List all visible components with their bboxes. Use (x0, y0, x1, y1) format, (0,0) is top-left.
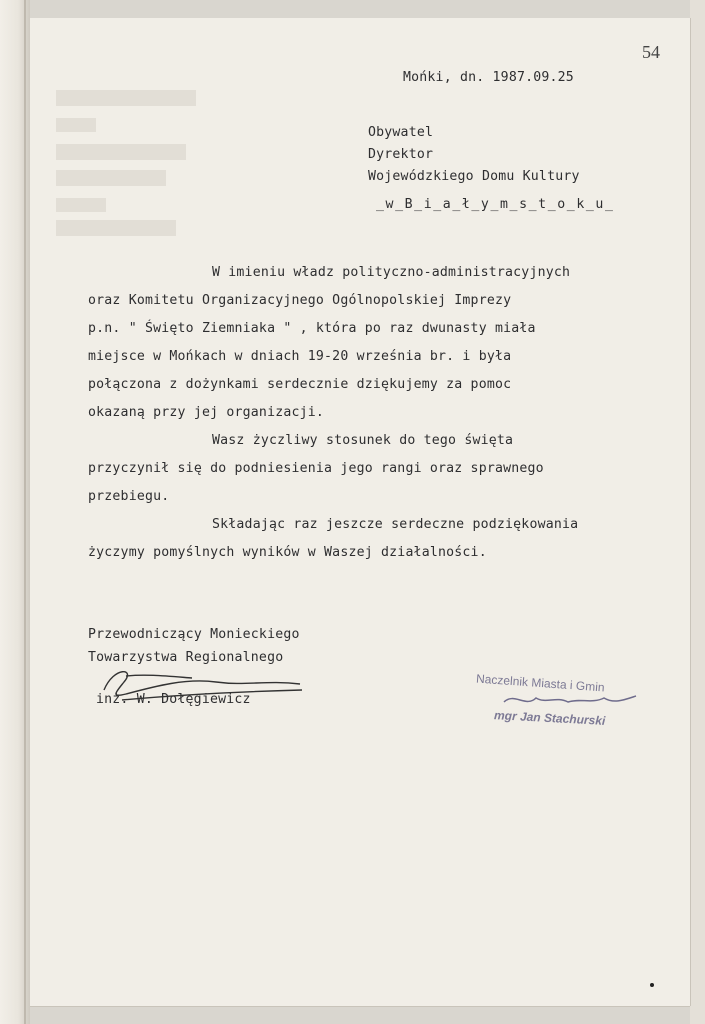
body-line-10: Składając raz jeszcze serdeczne podziękowania (212, 517, 579, 532)
body-line-11: życzymy pomyślnych wyników w Waszej działalności. (88, 545, 487, 560)
page-fold (24, 0, 26, 1024)
letterhead-show-through (56, 88, 256, 244)
show-through-marks (56, 88, 206, 238)
body-line-3: p.n. " Święto Ziemniaka " , która po raz dwunasty miała (88, 321, 536, 336)
stamp-office-line: Naczelnik Miasta i Gmin (475, 671, 606, 695)
ink-dot (650, 983, 654, 987)
body-line-1: W imieniu władz polityczno-administracyjnych (212, 265, 571, 280)
addressee-line-2: Dyrektor (368, 147, 434, 162)
body-line-7: Wasz życzliwy stosunek do tego święta (212, 433, 514, 448)
folio-number: 54 (642, 42, 660, 62)
signatory-name: inż. W. Dołęgiewicz (96, 692, 251, 707)
right-page-edge (690, 0, 705, 1024)
addressee-city: _w_B_i_a_ł_y_m_s_t_o_k_u_ (376, 197, 615, 212)
body-line-8: przyczynił się do podniesienia jego rangi oraz sprawnego (88, 461, 544, 476)
body-line-6: okazaną przy jej organizacji. (88, 405, 325, 420)
body-line-5: połączona z dożynkami serdecznie dziękujemy za pomoc (88, 377, 512, 392)
stamp-name-line: mgr Jan Stachurski (493, 708, 606, 728)
handwritten-signature (96, 660, 308, 708)
body-line-9: przebiegu. (88, 489, 170, 504)
date-line: Mońki, dn. 1987.09.25 (403, 70, 574, 85)
body-line-2: oraz Komitetu Organizacyjnego Ogólnopolskiej Imprezy (88, 293, 512, 308)
body-line-4: miejsce w Mońkach w dniach 19-20 września br. i była (88, 349, 512, 364)
adjacent-page-strip (0, 0, 30, 1024)
signatory-title-2: Towarzystwa Regionalnego (88, 650, 284, 665)
addressee-line-3: Wojewódzkiego Domu Kultury (368, 169, 580, 184)
signatory-title-1: Przewodniczący Monieckiego (88, 627, 300, 642)
addressee-line-1: Obywatel (368, 125, 434, 140)
